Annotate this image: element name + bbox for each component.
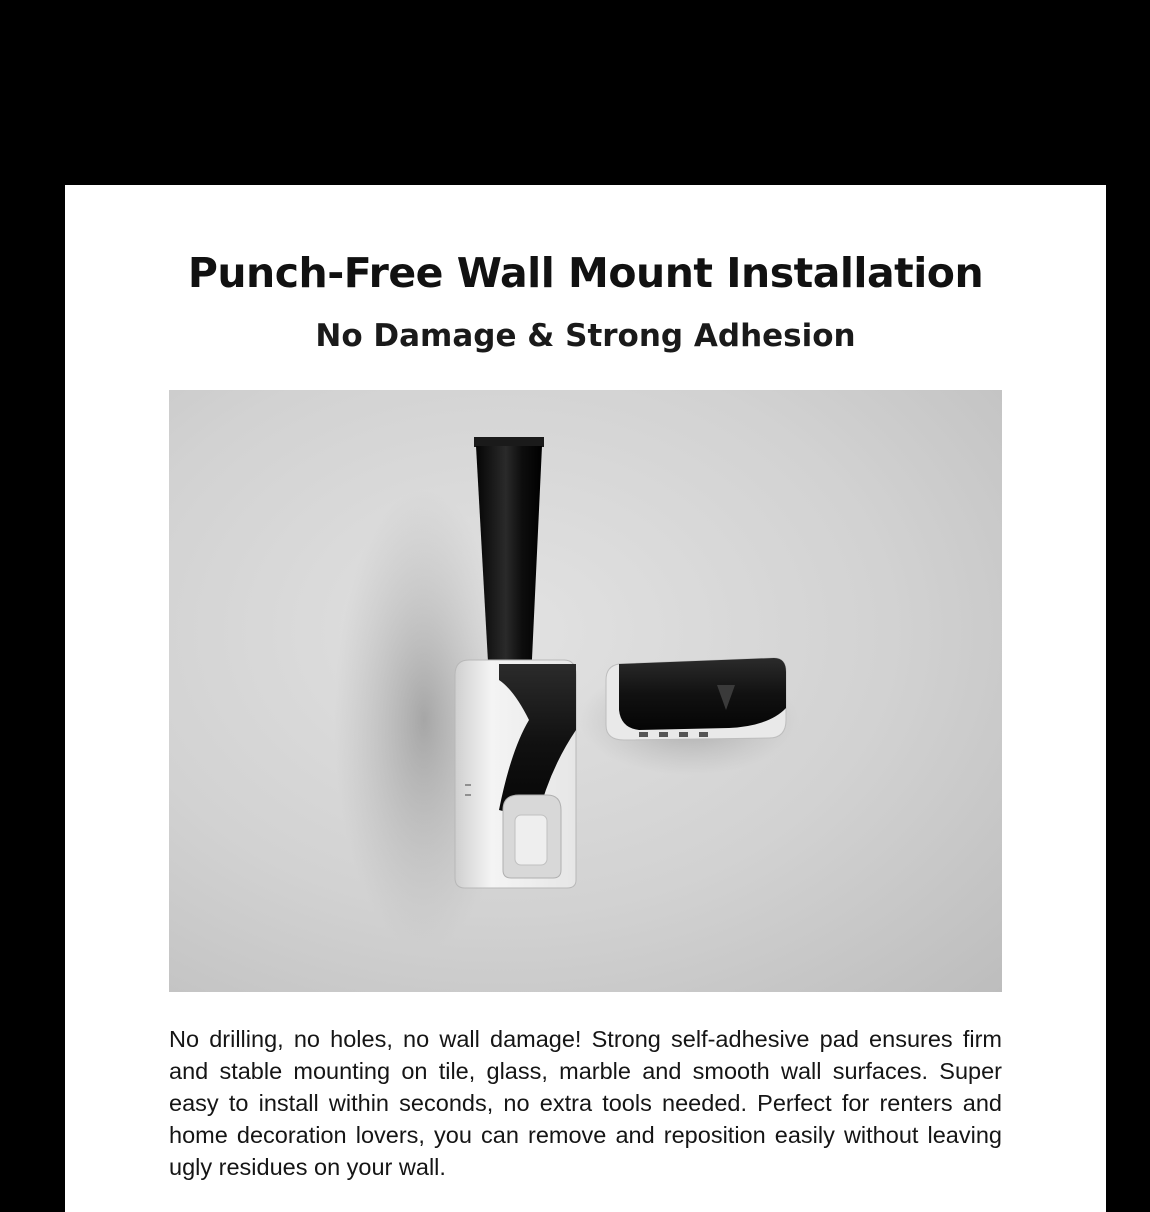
page-subtitle: No Damage & Strong Adhesion (315, 318, 856, 354)
product-photo (169, 390, 1002, 992)
product-illustration (169, 390, 1002, 992)
product-card (65, 185, 1106, 1212)
page-title: Punch-Free Wall Mount Installation (187, 249, 984, 297)
toothbrush-holder (606, 658, 786, 740)
toothpaste-dispenser (455, 660, 576, 888)
product-description: No drilling, no holes, no wall damage! Strong self-adhesive pad ensures firm and stable mounting on tile, glass, marble and smooth wall surfaces. Super easy to install within seconds, no extra tools needed. Perfect for renters and home decoration lovers, you can remove and reposition easily without leaving ugly residues on your wall. (169, 1026, 1002, 1180)
